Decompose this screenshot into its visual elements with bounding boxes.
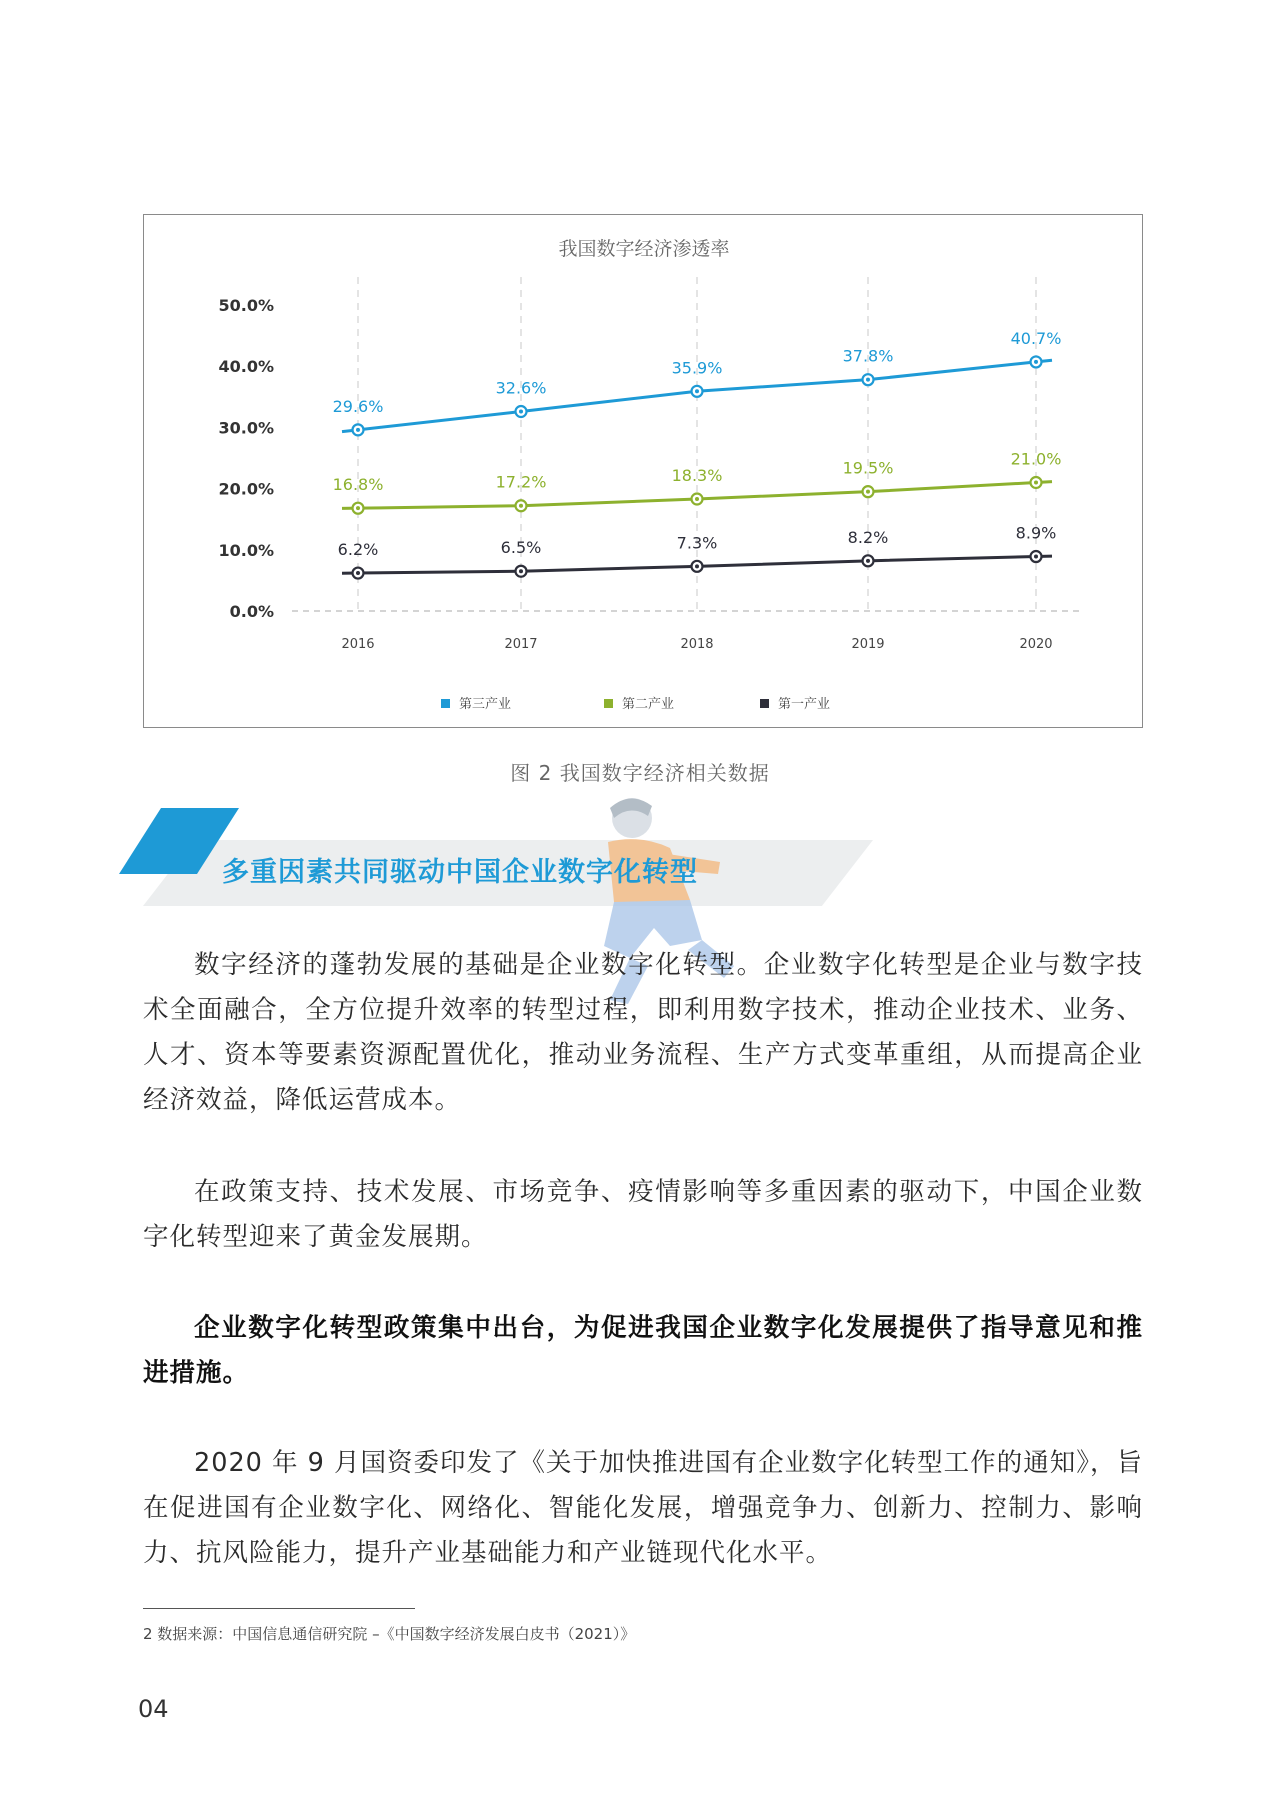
data-point-center [1034, 360, 1038, 364]
data-point-center [356, 571, 360, 575]
data-label: 8.9% [1015, 523, 1057, 543]
data-label: 6.2% [337, 540, 379, 560]
paragraph-2: 在政策支持、技术发展、市场竞争、疫情影响等多重因素的驱动下，中国企业数字化转型迎来了黄金发展期。 [143, 1177, 1143, 1252]
data-label: 6.5% [500, 538, 542, 558]
y-tick-label: 30.0% [218, 418, 274, 438]
page-number: 04 [138, 1695, 169, 1723]
legend-label: 第二产业 [622, 697, 675, 712]
y-tick-label: 50.0% [218, 296, 274, 315]
x-tick-label: 2017 [504, 637, 538, 652]
line-chart [144, 215, 1144, 729]
data-point-center [519, 409, 523, 413]
data-label: 40.7% [1010, 328, 1062, 348]
legend-swatch [604, 699, 613, 708]
data-point-center [866, 490, 870, 494]
x-tick-label: 2016 [341, 637, 375, 652]
data-point-center [356, 506, 360, 510]
legend-swatch [760, 699, 769, 708]
data-label: 19.5% [842, 458, 894, 478]
section-title: 多重因素共同驱动中国企业数字化转型 [222, 857, 698, 888]
data-label: 37.8% [842, 346, 894, 366]
x-tick-label: 2018 [680, 637, 714, 652]
footnote: 2 数据来源：中国信息通信研究院 –《中国数字经济发展白皮书（2021）》 [143, 1625, 636, 1643]
footnote-divider [143, 1608, 415, 1609]
data-point-center [356, 428, 360, 432]
legend-swatch [441, 699, 450, 708]
data-label: 7.3% [676, 533, 718, 553]
data-label: 8.2% [847, 527, 889, 547]
paragraph-3-bold: 企业数字化转型政策集中出台，为促进我国企业数字化发展提供了指导意见和推进措施。 [143, 1313, 1143, 1388]
chart-title: 我国数字经济渗透率 [558, 238, 730, 260]
data-label: 35.9% [671, 358, 723, 378]
chart-container [143, 214, 1143, 728]
y-tick-label: 0.0% [229, 602, 274, 621]
legend-label: 第一产业 [778, 697, 831, 712]
data-point-center [695, 389, 699, 393]
paragraph-1: 数字经济的蓬勃发展的基础是企业数字化转型。企业数字化转型是企业与数字技术全面融合，全方位提升效率的转型过程，即利用数字技术，推动企业技术、业务、人才、资本等要素资源配置优化，推动业务流程、生产方式变革重组，从而提高企业经济效益，降低运营成本。 [143, 950, 1143, 1115]
y-tick-label: 20.0% [218, 479, 274, 499]
data-label: 32.6% [495, 378, 547, 398]
data-point-center [866, 559, 870, 563]
data-point-center [1034, 480, 1038, 484]
data-point-center [519, 504, 523, 508]
data-point-center [1034, 555, 1038, 559]
data-point-center [695, 497, 699, 501]
data-label: 18.3% [671, 466, 723, 486]
figure-caption: 图 2 我国数字经济相关数据 [510, 761, 770, 785]
data-label: 29.6% [332, 396, 384, 416]
x-tick-label: 2019 [851, 637, 885, 652]
y-tick-label: 10.0% [218, 540, 274, 560]
data-point-center [519, 569, 523, 573]
y-tick-label: 40.0% [218, 357, 274, 377]
legend-label: 第三产业 [459, 697, 512, 712]
data-point-center [695, 564, 699, 568]
data-label: 16.8% [332, 475, 384, 495]
x-tick-label: 2020 [1019, 637, 1053, 652]
data-label: 17.2% [495, 472, 547, 492]
data-label: 21.0% [1010, 449, 1062, 469]
data-point-center [866, 378, 870, 382]
paragraph-4: 2020 年 9 月国资委印发了《关于加快推进国有企业数字化转型工作的通知》，旨在促进国有企业数字化、网络化、智能化发展，增强竞争力、创新力、控制力、影响力、抗风险能力，提升产业基础能力和产业链现代化水平。 [143, 1448, 1143, 1568]
